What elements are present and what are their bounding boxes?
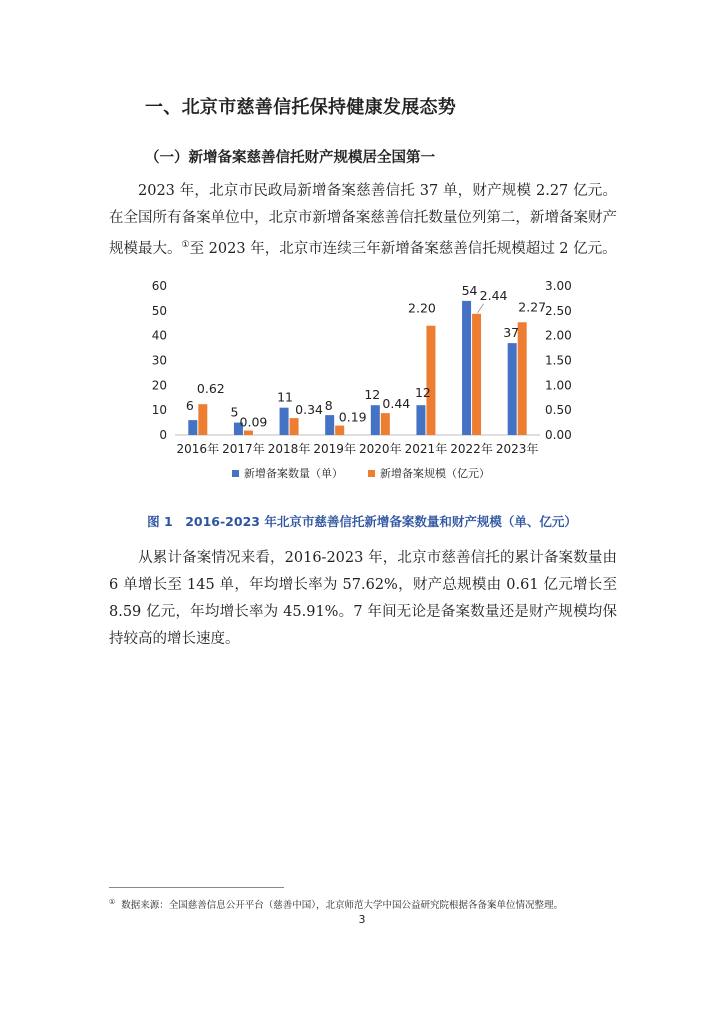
- data-label-scale: 0.09: [239, 414, 268, 430]
- bar-count: [188, 420, 197, 435]
- paragraph-1-text-b: 至 2023 年，北京市连续三年新增备案慈善信托规模超过 2 亿元。: [189, 240, 617, 257]
- paragraph-1-text-a: 2023 年，北京市民政局新增备案慈善信托 37 单，财产规模 2.27 亿元。在全国所有备案单位中，北京市新增备案慈善信托数量位列第二，新增备案财产规模最大。: [109, 183, 617, 257]
- data-label-count: 37: [503, 325, 520, 341]
- y-left-tick-label: 20: [151, 378, 167, 393]
- bar-scale: [426, 326, 435, 435]
- data-label-count: 12: [364, 387, 381, 403]
- data-label-count: 5: [230, 404, 239, 420]
- data-label-count: 11: [277, 389, 294, 405]
- x-tick-label: 2017年: [222, 442, 265, 456]
- data-label-scale: 0.34: [295, 402, 323, 418]
- x-tick-label: 2022年: [450, 442, 493, 456]
- bar-scale: [381, 413, 390, 435]
- footnote-reference[interactable]: ①: [181, 240, 190, 250]
- data-label-count: 12: [414, 385, 431, 401]
- data-label-scale: 0.19: [338, 409, 367, 425]
- bar-chart: [140, 270, 580, 495]
- y-left-tick-label: 10: [151, 403, 167, 418]
- footnote-divider: [109, 887, 284, 888]
- y-left-tick-label: 30: [151, 353, 167, 368]
- bar-count: [416, 405, 425, 435]
- x-tick-label: 2016年: [176, 442, 220, 456]
- bar-scale: [472, 314, 481, 435]
- footnote-mark: ①: [109, 897, 116, 906]
- y-left-tick-label: 50: [151, 303, 167, 318]
- bar-count: [371, 405, 380, 435]
- data-label-scale: 0.62: [196, 381, 225, 397]
- y-right-tick-label: 1.00: [545, 378, 572, 393]
- legend-swatch-scale: [368, 470, 375, 477]
- data-label-count: 6: [185, 398, 194, 414]
- paragraph-2: [109, 545, 617, 653]
- y-right-tick-label: 0.50: [545, 403, 572, 418]
- footnote: [109, 897, 563, 911]
- x-tick-label: 2018年: [267, 442, 311, 456]
- x-tick-label: 2019年: [313, 442, 356, 456]
- bar-count: [462, 301, 471, 435]
- legend-swatch-count: [232, 470, 239, 477]
- data-label-scale: 2.27: [518, 299, 547, 315]
- paragraph-2-text: 从累计备案情况来看，2016-2023 年，北京市慈善信托的累计备案数量由 6 单增长至 145 单，年均增长率为 57.62%，财产总规模由 0.61 亿元增长至 8.59 亿元，年均增长率为 45.91%。7 年间无论是备案数量还是财产规模均保持较高的增长速度。: [109, 550, 617, 647]
- figure-caption: 图 1 2016-2023 年北京市慈善信托新增备案数量和财产规模（单、亿元）: [147, 514, 577, 529]
- data-label-scale: 2.44: [479, 287, 508, 303]
- y-left-tick-label: 40: [151, 328, 167, 343]
- section-heading: 一、北京市慈善信托保持健康发展态势: [145, 97, 457, 118]
- y-right-tick-label: 3.00: [545, 279, 572, 293]
- paragraph-1: [109, 178, 617, 263]
- bar-count: [325, 415, 334, 435]
- y-left-tick-label: 60: [151, 279, 167, 293]
- page-number: 3: [358, 913, 366, 926]
- data-label-count: 54: [461, 282, 478, 298]
- bar-count: [508, 343, 517, 435]
- bar-scale: [198, 404, 207, 435]
- y-right-tick-label: 2.50: [545, 303, 572, 318]
- bar-scale: [244, 431, 253, 435]
- data-label-count: 8: [324, 398, 333, 414]
- bar-count: [280, 408, 289, 435]
- bar-scale: [290, 418, 299, 435]
- y-left-tick-label: 0: [159, 428, 167, 442]
- x-tick-label: 2021年: [404, 442, 448, 456]
- y-right-tick-label: 0.00: [545, 428, 572, 442]
- subsection-heading: （一）新增备案慈善信托财产规模居全国第一: [145, 150, 435, 166]
- y-right-tick-label: 2.00: [545, 328, 572, 343]
- legend-label-scale: 新增备案规模（亿元）: [380, 467, 490, 480]
- data-label-scale: 0.44: [382, 396, 411, 412]
- x-tick-label: 2020年: [359, 442, 402, 456]
- legend-label-count: 新增备案数量（单）: [244, 467, 343, 480]
- bar-scale: [335, 426, 344, 435]
- footnote-text: 数据来源：全国慈善信息公开平台（慈善中国），北京师范大学中国公益研究院根据各备案单位情况整理。: [121, 900, 564, 911]
- y-right-tick-label: 1.50: [545, 353, 572, 368]
- x-tick-label: 2023年: [495, 442, 539, 456]
- data-label-scale: 2.20: [408, 300, 436, 316]
- leader-line: [478, 304, 484, 313]
